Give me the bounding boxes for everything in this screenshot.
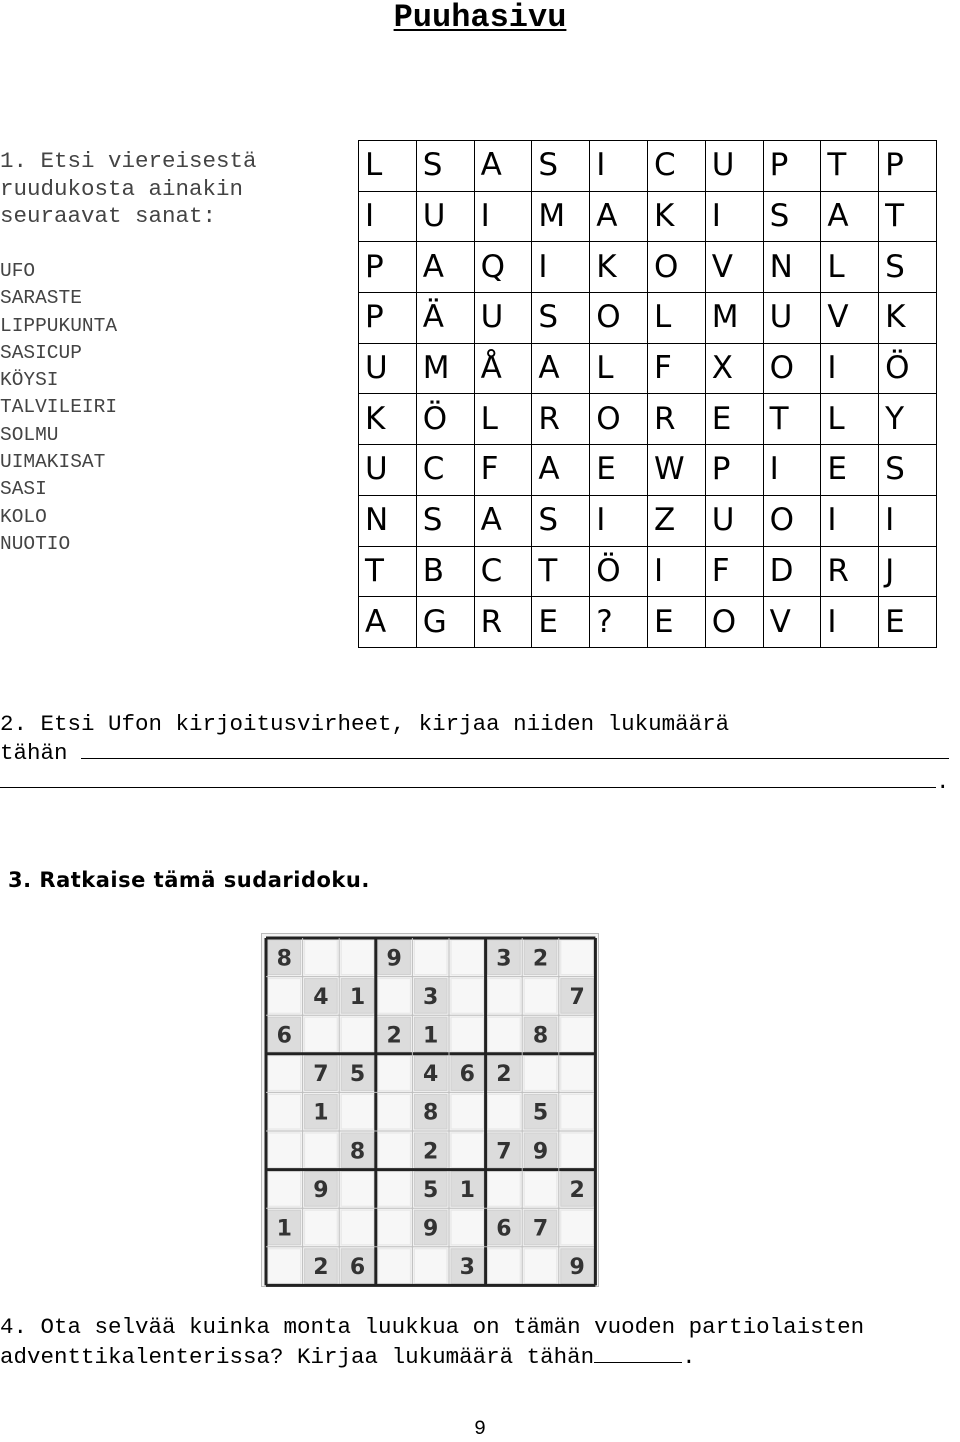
task3-title: 3. Ratkaise tämä sudaridoku. <box>8 868 370 892</box>
word-grid-cell[interactable]: A <box>359 597 417 648</box>
word-grid-cell[interactable]: I <box>821 343 879 394</box>
word-grid-row <box>359 293 937 344</box>
word-grid-cell[interactable]: U <box>359 343 417 394</box>
word-grid-cell[interactable]: W <box>647 445 705 496</box>
sudoku-given-digit: 9 <box>532 1139 549 1165</box>
word-list-item: KOLO <box>0 505 47 528</box>
sudoku-given-digit: 8 <box>276 946 292 972</box>
sudoku-cell[interactable] <box>414 1249 447 1284</box>
word-grid-cell[interactable]: P <box>705 445 763 496</box>
word-grid-cell[interactable]: A <box>532 343 590 394</box>
word-list-item: UFO <box>0 260 36 282</box>
word-grid-cell[interactable]: X <box>705 343 763 394</box>
task2-answer-row <box>0 738 960 767</box>
task2-prefix: tähän <box>0 740 68 766</box>
sudoku-cell[interactable] <box>488 1172 521 1207</box>
word-grid-cell[interactable]: U <box>705 141 763 192</box>
sudoku-given-digit: 2 <box>532 946 549 972</box>
word-grid-cell[interactable]: N <box>359 495 417 546</box>
sudoku-given-digit: 6 <box>459 1062 475 1088</box>
word-grid-cell[interactable]: K <box>647 191 705 242</box>
word-grid-cell[interactable]: C <box>416 445 474 496</box>
sudoku-cell[interactable] <box>561 1210 594 1245</box>
word-list-item: KÖYSI <box>0 369 59 392</box>
word-grid-cell[interactable]: R <box>532 394 590 445</box>
sudoku-cell[interactable] <box>305 940 338 975</box>
task4-answer-line[interactable] <box>594 1342 682 1363</box>
word-grid-cell[interactable]: L <box>821 394 879 445</box>
sudoku-cell[interactable] <box>488 979 521 1014</box>
sudoku-grid <box>262 934 600 1288</box>
sudoku-given-digit: 7 <box>313 1062 329 1088</box>
word-grid-cell[interactable]: S <box>532 495 590 546</box>
word-grid-row <box>359 597 937 648</box>
word-grid-cell[interactable]: V <box>705 242 763 293</box>
word-grid-cell[interactable]: O <box>763 343 821 394</box>
word-grid-cell[interactable]: S <box>763 191 821 242</box>
word-grid-cell[interactable]: Ö <box>590 546 648 597</box>
task1-intro-line: ruudukosta ainakin <box>0 175 244 202</box>
sudoku-given-digit: 5 <box>349 1062 366 1088</box>
task4-line-2: adventtikalenterissa? Kirjaa lukumäärä tähän <box>0 1343 595 1370</box>
word-grid-cell[interactable]: I <box>821 495 879 546</box>
word-grid-cell[interactable]: L <box>590 343 648 394</box>
sudoku-given-digit: 2 <box>313 1255 329 1281</box>
word-grid-cell[interactable]: I <box>705 191 763 242</box>
word-grid-cell[interactable]: T <box>763 394 821 445</box>
word-grid-cell[interactable]: T <box>532 546 590 597</box>
word-grid-cell[interactable]: P <box>359 293 417 344</box>
sudoku-given-digit: 3 <box>459 1255 475 1281</box>
sudoku-cell[interactable] <box>561 1133 594 1168</box>
word-grid-cell[interactable]: Z <box>647 495 705 546</box>
sudoku-given-digit: 2 <box>496 1062 512 1088</box>
task2-answer-line-2[interactable] <box>0 767 936 788</box>
word-grid-cell[interactable]: E <box>590 445 648 496</box>
word-grid-cell[interactable]: E <box>532 597 590 648</box>
word-grid-cell[interactable]: P <box>359 242 417 293</box>
word-grid-cell[interactable]: U <box>763 293 821 344</box>
word-grid-cell[interactable]: E <box>821 445 879 496</box>
sudoku-cell[interactable] <box>305 1017 338 1052</box>
word-grid-cell[interactable]: Q <box>474 242 532 293</box>
word-grid-cell[interactable]: S <box>532 141 590 192</box>
sudoku-given-digit: 8 <box>349 1139 366 1165</box>
word-grid-cell[interactable]: K <box>590 242 648 293</box>
sudoku-cell[interactable] <box>268 1094 301 1129</box>
word-grid-cell[interactable]: O <box>705 597 763 648</box>
word-grid-cell[interactable]: G <box>416 597 474 648</box>
sudoku-cell[interactable] <box>341 940 374 975</box>
sudoku-cell[interactable] <box>268 1056 301 1091</box>
word-grid-cell[interactable]: L <box>359 141 417 192</box>
sudoku-given-digit: 8 <box>532 1023 549 1049</box>
word-grid-row <box>359 343 937 394</box>
word-grid-cell[interactable]: N <box>763 242 821 293</box>
word-grid-cell[interactable]: D <box>763 546 821 597</box>
sudoku-cell[interactable] <box>451 940 484 975</box>
word-grid-cell[interactable]: S <box>416 495 474 546</box>
word-grid-cell[interactable]: O <box>590 293 648 344</box>
sudoku-cell[interactable] <box>341 1017 374 1052</box>
word-grid-cell[interactable]: A <box>590 191 648 242</box>
sudoku-cell[interactable] <box>378 1094 411 1129</box>
word-grid-row <box>359 394 937 445</box>
sudoku-cell[interactable] <box>341 1172 374 1207</box>
sudoku-cell[interactable] <box>451 979 484 1014</box>
word-grid-cell[interactable]: A <box>474 141 532 192</box>
word-list-item: SOLMU <box>0 423 59 446</box>
sudoku-given-digit: 2 <box>386 1023 402 1049</box>
word-grid-cell[interactable]: M <box>416 343 474 394</box>
word-grid-cell[interactable]: B <box>416 546 474 597</box>
page-number: 9 <box>473 1418 486 1441</box>
sudoku-given-digit: 6 <box>276 1023 292 1049</box>
task1-intro-line: 1. Etsi viereisestä <box>0 148 257 174</box>
sudoku-given-digit: 6 <box>349 1255 366 1281</box>
sudoku-cell[interactable] <box>524 1172 557 1207</box>
word-grid-cell[interactable]: S <box>879 242 937 293</box>
word-list-item: SARASTE <box>0 287 82 310</box>
sudoku-cell[interactable] <box>488 1094 521 1129</box>
word-grid-cell[interactable]: U <box>474 293 532 344</box>
sudoku-given-digit: 5 <box>423 1177 439 1203</box>
word-list-item: SASICUP <box>0 341 82 364</box>
task4-answer-row <box>0 1342 960 1372</box>
word-grid-cell[interactable]: J <box>879 546 937 597</box>
word-grid-cell[interactable]: V <box>821 293 879 344</box>
word-search-grid <box>358 140 937 648</box>
word-grid-cell[interactable]: Å <box>474 343 532 394</box>
word-grid-cell[interactable]: S <box>879 445 937 496</box>
sudoku-cell[interactable] <box>305 1210 338 1245</box>
word-grid-cell[interactable]: I <box>647 546 705 597</box>
sudoku-cell[interactable] <box>561 1094 594 1129</box>
sudoku-puzzle <box>261 933 599 1287</box>
page-title: Puuhasivu <box>393 0 567 36</box>
task1-instructions <box>0 148 300 231</box>
word-grid-cell[interactable]: R <box>647 394 705 445</box>
word-grid-cell[interactable]: R <box>474 597 532 648</box>
sudoku-cell[interactable] <box>268 979 301 1014</box>
sudoku-given-digit: 9 <box>569 1255 585 1281</box>
sudoku-cell[interactable] <box>451 1210 484 1245</box>
sudoku-given-digit: 3 <box>423 984 439 1010</box>
word-grid-cell[interactable]: I <box>532 242 590 293</box>
word-grid-cell[interactable]: P <box>879 141 937 192</box>
sudoku-given-digit: 7 <box>569 984 585 1010</box>
sudoku-cell[interactable] <box>561 1017 594 1052</box>
sudoku-given-digit: 7 <box>496 1139 512 1165</box>
word-grid-cell[interactable]: K <box>879 293 937 344</box>
word-grid-cell[interactable]: M <box>705 293 763 344</box>
sudoku-cell[interactable] <box>451 1094 484 1129</box>
task2-answer-line-1[interactable] <box>81 738 949 759</box>
word-grid-cell[interactable]: S <box>416 141 474 192</box>
sudoku-cell[interactable] <box>561 940 594 975</box>
word-grid-cell[interactable]: L <box>474 394 532 445</box>
word-list-item: TALVILEIRI <box>0 396 118 419</box>
sudoku-cell[interactable] <box>268 1133 301 1168</box>
word-grid-cell[interactable]: O <box>763 495 821 546</box>
word-grid-cell[interactable]: E <box>879 597 937 648</box>
sudoku-given-digit: 9 <box>423 1216 439 1242</box>
word-grid-cell[interactable]: S <box>532 293 590 344</box>
word-grid-cell[interactable]: A <box>474 495 532 546</box>
sudoku-given-digit: 3 <box>496 946 512 972</box>
sudoku-cell[interactable] <box>378 1172 411 1207</box>
word-grid-cell[interactable]: P <box>763 141 821 192</box>
word-grid-cell[interactable]: F <box>474 445 532 496</box>
sudoku-cell[interactable] <box>378 1249 411 1284</box>
word-grid-row <box>359 546 937 597</box>
task4-instructions <box>0 1314 960 1371</box>
word-grid-cell[interactable]: ? <box>590 597 648 648</box>
sudoku-given-digit: 1 <box>349 984 366 1010</box>
word-grid-cell[interactable]: R <box>821 546 879 597</box>
sudoku-given-digit: 9 <box>386 946 402 972</box>
sudoku-cell[interactable] <box>524 1249 557 1284</box>
word-grid-cell[interactable]: I <box>359 191 417 242</box>
task2-instructions <box>0 710 960 796</box>
sudoku-given-digit: 1 <box>423 1023 439 1049</box>
sudoku-given-digit: 5 <box>532 1100 549 1126</box>
word-grid-cell[interactable]: T <box>879 191 937 242</box>
task1-intro-line: seuraavat sanat: <box>0 203 217 229</box>
sudoku-cell[interactable] <box>268 1172 301 1207</box>
word-grid-cell[interactable]: F <box>647 343 705 394</box>
sudoku-given-digit: 1 <box>276 1216 292 1242</box>
word-grid-cell[interactable]: E <box>705 394 763 445</box>
sudoku-cell[interactable] <box>305 1133 338 1168</box>
word-list-item: SASI <box>0 478 47 501</box>
sudoku-given-digit: 4 <box>423 1062 439 1088</box>
sudoku-cell[interactable] <box>524 1056 557 1091</box>
word-grid-cell[interactable]: T <box>821 141 879 192</box>
sudoku-cell[interactable] <box>524 979 557 1014</box>
word-grid-cell[interactable]: O <box>647 242 705 293</box>
sudoku-cell[interactable] <box>451 1017 484 1052</box>
word-grid-cell[interactable]: Ä <box>416 293 474 344</box>
word-list-item: LIPPUKUNTA <box>0 314 118 337</box>
word-grid-cell[interactable]: I <box>474 191 532 242</box>
word-list-item: NUOTIO <box>0 532 71 555</box>
sudoku-given-digit: 2 <box>569 1177 585 1203</box>
task4-end-punct: . <box>682 1343 696 1370</box>
sudoku-cell[interactable] <box>488 1017 521 1052</box>
word-list-item: UIMAKISAT <box>0 451 106 474</box>
sudoku-given-digit: 1 <box>459 1177 475 1203</box>
sudoku-given-digit: 9 <box>313 1177 329 1203</box>
word-grid-cell[interactable]: Y <box>879 394 937 445</box>
word-grid-cell[interactable]: I <box>590 495 648 546</box>
word-grid-cell[interactable]: I <box>821 597 879 648</box>
word-grid-cell[interactable]: A <box>416 242 474 293</box>
sudoku-given-digit: 2 <box>423 1139 439 1165</box>
sudoku-cell[interactable] <box>488 1249 521 1284</box>
word-grid-cell[interactable]: L <box>647 293 705 344</box>
sudoku-cell[interactable] <box>561 1056 594 1091</box>
word-grid-cell[interactable]: C <box>474 546 532 597</box>
word-grid-cell[interactable]: L <box>821 242 879 293</box>
sudoku-cell[interactable] <box>341 1094 374 1129</box>
word-grid-cell[interactable]: C <box>647 141 705 192</box>
word-list <box>0 258 300 558</box>
sudoku-cell[interactable] <box>378 1210 411 1245</box>
word-grid-cell[interactable]: E <box>647 597 705 648</box>
word-grid-row <box>359 242 937 293</box>
word-grid-cell[interactable]: M <box>532 191 590 242</box>
word-grid-cell[interactable]: I <box>590 141 648 192</box>
word-grid-cell[interactable]: A <box>821 191 879 242</box>
sudoku-given-digit: 4 <box>313 984 329 1010</box>
word-grid-cell[interactable]: U <box>705 495 763 546</box>
task2-answer-row-2 <box>0 767 960 796</box>
sudoku-cell[interactable] <box>414 940 447 975</box>
sudoku-cell[interactable] <box>378 1056 411 1091</box>
sudoku-given-digit: 6 <box>496 1216 512 1242</box>
word-grid-cell[interactable]: A <box>532 445 590 496</box>
word-grid-cell[interactable]: Ö <box>879 343 937 394</box>
sudoku-given-digit: 1 <box>313 1100 329 1126</box>
word-grid-cell[interactable]: V <box>763 597 821 648</box>
word-grid-row <box>359 191 937 242</box>
task4-line-1: 4. Ota selvää kuinka monta luukkua on tämän vuoden partiolaisten <box>0 1314 865 1340</box>
task2-end-punct: . <box>936 769 950 795</box>
sudoku-cell[interactable] <box>378 1133 411 1168</box>
sudoku-cell[interactable] <box>268 1249 301 1284</box>
sudoku-cell[interactable] <box>378 979 411 1014</box>
sudoku-cell[interactable] <box>341 1210 374 1245</box>
word-grid-cell[interactable]: Ö <box>416 394 474 445</box>
sudoku-cell[interactable] <box>451 1133 484 1168</box>
word-grid-cell[interactable]: I <box>879 495 937 546</box>
sudoku-given-digit: 7 <box>532 1216 549 1242</box>
word-grid-cell[interactable]: O <box>590 394 648 445</box>
word-grid-cell[interactable]: U <box>359 445 417 496</box>
word-grid-cell[interactable]: K <box>359 394 417 445</box>
task2-text: 2. Etsi Ufon kirjoitusvirheet, kirjaa niiden lukumäärä <box>0 711 730 737</box>
word-grid-cell[interactable]: U <box>416 191 474 242</box>
word-grid-row <box>359 445 937 496</box>
word-grid-cell[interactable]: T <box>359 546 417 597</box>
word-grid-row <box>359 141 937 192</box>
word-grid-cell[interactable]: F <box>705 546 763 597</box>
word-grid-cell[interactable]: I <box>763 445 821 496</box>
word-grid-row <box>359 495 937 546</box>
sudoku-given-digit: 8 <box>423 1100 439 1126</box>
